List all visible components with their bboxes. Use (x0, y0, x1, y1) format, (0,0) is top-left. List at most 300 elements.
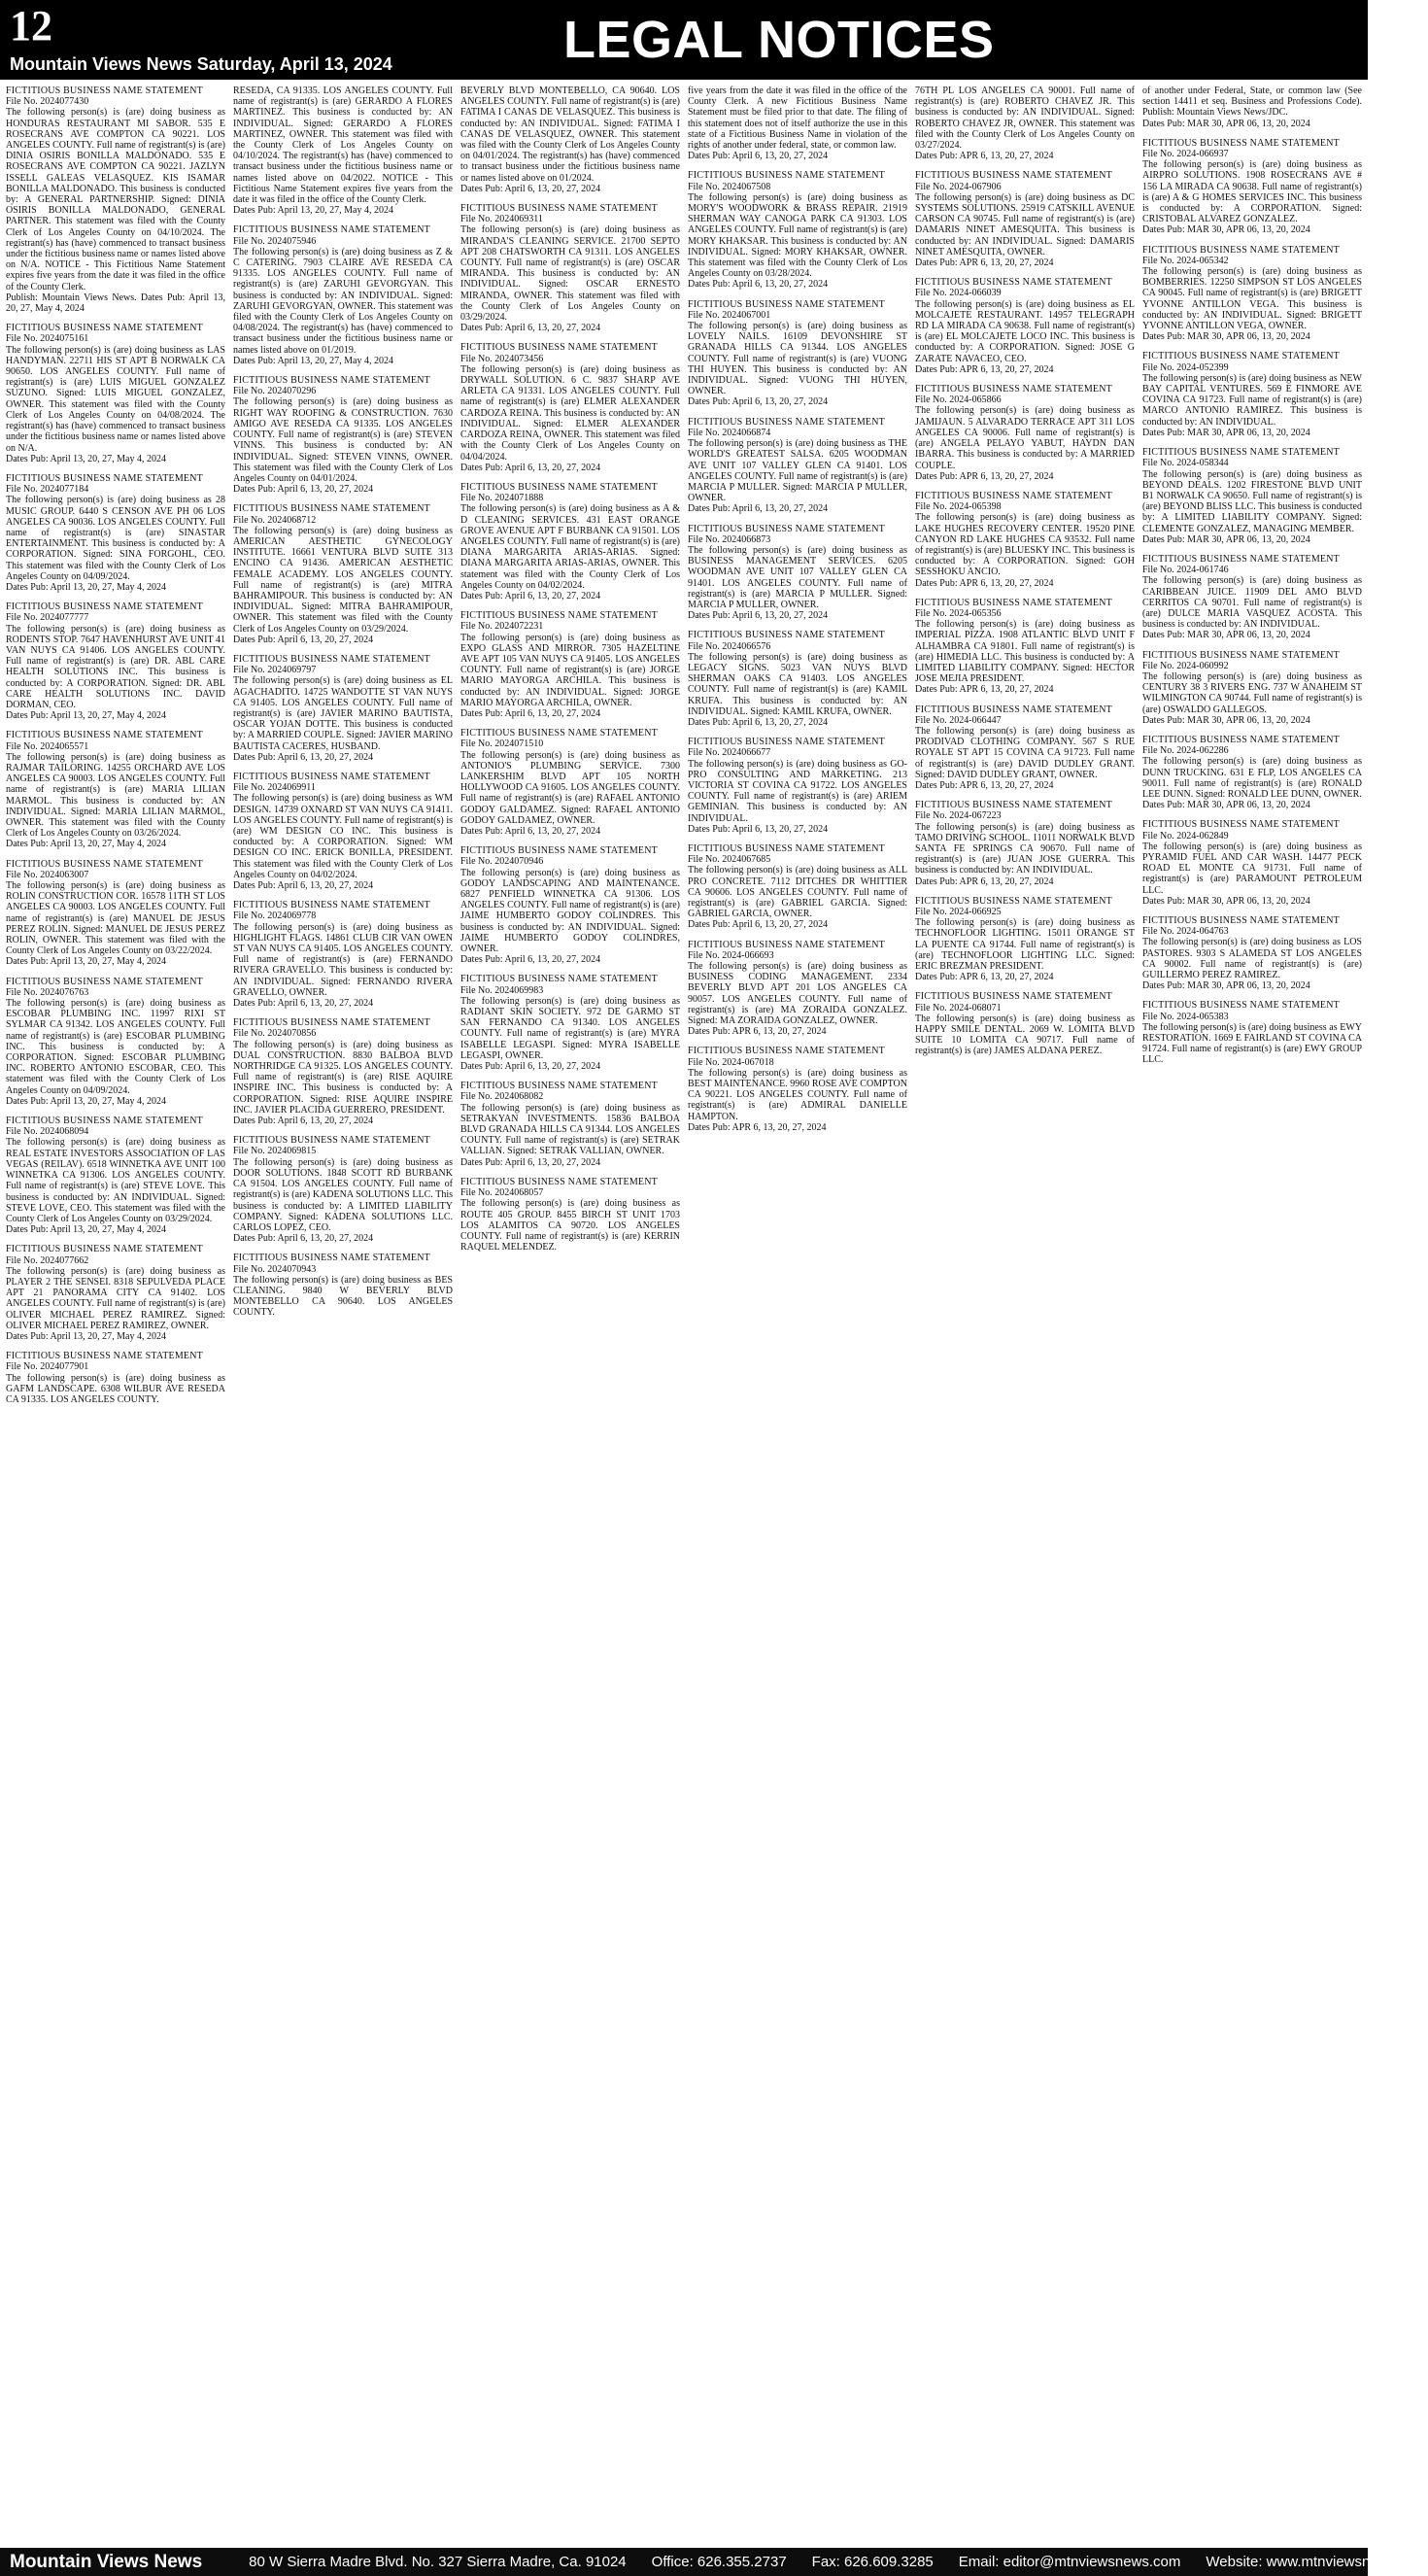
notice-publish-dates: Dates Pub: April 6, 13, 20, 27, 2024 (233, 751, 374, 763)
legal-notice (6, 473, 225, 593)
notice-publish-dates: Dates Pub: April 6, 13, 20, 27, 2024 (460, 462, 601, 473)
notice-heading: FICTITIOUS BUSINESS NAME STATEMENT (460, 342, 658, 354)
notice-file-number: File No. 2024067001 (688, 309, 771, 321)
legal-notice (6, 977, 225, 1107)
notice-body: The following person(s) is (are) doing business as EXPO GLASS AND MIRROR. 7305 HAZELTINE AVE APT 105 VAN NUYS CA 91405. LOS ANGELES COUNTY. Full name of registrant(s) is (are) JORGE MARIO MAYORGA ARCHILA. This business is conducted by: AN INDIVIDUAL. Signed: JORGE MARIO MAYORGA ARCHILA, OWNER. (460, 632, 680, 708)
notice-body: The following person(s) is (are) doing business as CARIBBEAN JUICE. 11909 DEL AMO BLVD CERRITOS CA 90701. Full name of registrant(s) is (are) DULCE MARIA VASQUEZ ACOSTA. This business is conducted by: AN INDIVIDUAL. (1142, 575, 1362, 631)
notice-heading: FICTITIOUS BUSINESS NAME STATEMENT (915, 597, 1112, 608)
notice-body: The following person(s) is (are) doing business as BEST MAINTENANCE. 9960 ROSE AVE COMPTON CA 90221. LOS ANGELES COUNTY. Full name of registrant(s) is (are) ADMIRAL DANIELLE HAMPTON. (688, 1067, 907, 1122)
notice-body: The following person(s) is (are) doing business as BUSINESS CODING MANAGEMENT. 2334 BEVERLY BLVD APT 201 LOS ANGELES CA 90057. LOS ANGELES COUNTY. Full name of registrant(s) is (are) MA ZORAIDA GONZALEZ. Signed: MA ZORAIDA GONZALEZ, OWNER. (688, 961, 907, 1027)
legal-notice (688, 524, 907, 622)
notice-body: The following person(s) is (are) doing business as NEW BAY CAPITAL VENTURES. 569 E FINMORE AVE COVINA CA 91723. Full name of registrant(s) is (are) MARCO ANTONIO RAMIREZ. This business is conducted by: AN INDIVIDUAL. (1142, 372, 1362, 428)
notice-body: The following person(s) is (are) doing business as DC SYSTEMS SOLUTIONS. 25919 CATSKILL AVENUE CARSON CA 90745. Full name of registrant(s) is (are) DAMARIS NINET AMESQUITA. This business is conducted by: AN INDIVIDUAL. Signed: DAMARIS NINET AMESQUITA, OWNER. (915, 191, 1135, 258)
legal-notice (915, 991, 1135, 1056)
notice-file-number: File No. 2024-067018 (688, 1056, 774, 1068)
notice-file-number: File No. 2024069797 (233, 665, 317, 676)
legal-notice (915, 86, 1135, 161)
notice-body: BEVERLY BLVD MONTEBELLO, CA 90640. LOS ANGELES COUNTY. Full name of registrant(s) is (are) FATIMA I CANAS DE VELASQUEZ. This business is conducted by: AN INDIVIDUAL. Signed: FATIMA I CANAS DE VELASQUEZ, OWNER. This statement was filed with the County Clerk of Los Angeles County on 04/01/2024. The registrant(s) has (have) commenced to transact business under the fictitious business name or names listed above on 01/2024. (460, 86, 680, 184)
notice-file-number: File No. 2024-067906 (915, 181, 1002, 192)
notice-heading: FICTITIOUS BUSINESS NAME STATEMENT (6, 858, 203, 870)
notice-body: of another under Federal, State, or common law (See section 14411 et seq. Business and Professions Code). Publish: Mountain Views News/JDC. (1142, 86, 1362, 119)
notice-publish-dates: Dates Pub: April 6, 13, 20, 27, 2024 (233, 484, 374, 496)
legal-notice (915, 598, 1135, 696)
notice-file-number: File No. 2024070943 (233, 1263, 317, 1275)
notice-heading: FICTITIOUS BUSINESS NAME STATEMENT (688, 1046, 885, 1057)
notice-body: The following person(s) is (are) doing business as RODENTS STOP. 7647 HAVENHURST AVE UNIT 41 VAN NUYS CA 91406. LOS ANGELES COUNTY. Full name of registrant(s) is (are) DR. ABL CARE HEALTH SOLUTIONS INC. This business is conducted by: A CORPORATION. Signed: DR. ABL CARE HEALTH SOLUTIONS INC. DAVID DORMAN, CEO. (6, 623, 225, 710)
legal-notice (1142, 554, 1362, 641)
legal-notice (460, 974, 680, 1072)
notice-file-number: File No. 2024069815 (233, 1146, 317, 1157)
notice-body: The following person(s) is (are) doing business as GO-PRO CONSULTING AND MARKETING. 213 VICTORIA ST COVINA CA 91722. LOS ANGELES COUNTY. Full name of registrant(s) is (are) ARIEM GEMINIAN. This business is conducted by: AN INDIVIDUAL. (688, 758, 907, 824)
notice-heading: FICTITIOUS BUSINESS NAME STATEMENT (915, 704, 1112, 715)
notice-heading: FICTITIOUS BUSINESS NAME STATEMENT (1142, 915, 1340, 927)
notice-column (915, 86, 1135, 2544)
legal-notice (6, 1351, 225, 1405)
notice-file-number: File No. 2024063007 (6, 869, 89, 880)
notice-heading: FICTITIOUS BUSINESS NAME STATEMENT (915, 800, 1112, 811)
notice-publish-dates: Dates Pub: April 6, 13, 20, 27, 2024 (460, 323, 601, 334)
legal-notice (6, 859, 225, 968)
notice-body: The following person(s) is (are) doing business as Z & C CATERING. 7903 CLAIRE AVE RESEDA CA 91335. LOS ANGELES COUNTY. Full name of registrant(s) is (are) ZARUHI GEVORGYAN. This business is conducted by: AN INDIVIDUAL. Signed: ZARUHI GEVORGYAN, OWNER. This statement was filed with the County Clerk of Los Angeles County on 04/08/2024. The registrant(s) has (have) commenced to transact business under the fictitious business name or names listed above on 01/2019. (233, 246, 453, 356)
legal-notice (460, 610, 680, 719)
notice-body: The following person(s) is (are) doing business as IMPERIAL PIZZA. 1908 ATLANTIC BLVD UNIT F ALHAMBRA CA 91801. Full name of registrant(s) is (are) HIMEDIA LLC. This business is conducted by: A LIMITED LIABILITY COMPANY. Signed: HECTOR JOSE MEJIA PRESIDENT. (915, 619, 1135, 685)
notice-file-number: File No. 2024070296 (233, 386, 317, 397)
notice-publish-dates: Dates Pub: April 13, 20, 27, May 4, 2024 (6, 956, 166, 968)
notice-file-number: File No. 2024065571 (6, 740, 89, 752)
notice-body: The following person(s) is (are) doing business as DUAL CONSTRUCTION. 8830 BALBOA BLVD NORTHRIDGE CA 91325. LOS ANGELES COUNTY. Full name of registrant(s) is (are) RISE AQUIRE INSPIRE INC. This business is conducted by: A CORPORATION. Signed: RISE AQUIRE INSPIRE INC. JAVIER PLACIDA GUERRERO, PRESIDENT. (233, 1039, 453, 1116)
notice-body: The following person(s) is (are) doing business as JAMIJAUN. 5 ALVARADO TERRACE APT 311 LOS ANGELES CA 90006. Full name of registrant(s) is (are) ANGELA PELAYO YABUT, HAYDN DAN IBARRA. This business is conducted by: A MARRIED COUPLE. (915, 405, 1135, 471)
legal-notice (233, 224, 453, 366)
legal-notice (460, 728, 680, 837)
legal-notice (6, 1244, 225, 1342)
notice-heading: FICTITIOUS BUSINESS NAME STATEMENT (460, 1081, 658, 1092)
legal-notice (1142, 447, 1362, 545)
notice-publish-dates: Dates Pub: MAR 30, APR 06, 13, 20, 2024 (1142, 980, 1310, 992)
notice-heading: FICTITIOUS BUSINESS NAME STATEMENT (233, 224, 430, 236)
legal-notice (460, 203, 680, 333)
notice-heading: FICTITIOUS BUSINESS NAME STATEMENT (6, 730, 203, 741)
notice-body: The following person(s) is (are) doing business as CENTURY 38 3 RIVERS ENG. 737 W ANAHEIM ST WILMINGTON CA 90744. Full name of registrant(s) is (are) OSWALDO GALLEGOS. (1142, 670, 1362, 715)
legal-notice (233, 86, 453, 216)
notice-publish-dates: Dates Pub: April 13, 20, 27, May 4, 2024 (6, 453, 166, 464)
notice-heading: FICTITIOUS BUSINESS NAME STATEMENT (1142, 734, 1340, 745)
notice-file-number: File No. 2024077901 (6, 1361, 89, 1373)
notice-body: The following person(s) is (are) doing business as MIRANDA'S CLEANING SERVICE. 21700 SEPTO APT 208 CHATSWORTH CA 91311. LOS ANGELES COUNTY. Full name of registrant(s) is (are) OSCAR MIRANDA. This business is conducted by: AN INDIVIDUAL. Signed: OSCAR ERNESTO MIRANDA, OWNER. This statement was filed with the County Clerk of Los Angeles County on 03/29/2024. (460, 224, 680, 324)
issue-line: Mountain Views News Saturday, April 13, 2024 (10, 54, 392, 74)
notice-publish-dates: Dates Pub: April 6, 13, 20, 27, 2024 (688, 716, 829, 728)
notice-file-number: File No. 2024068082 (460, 1091, 544, 1103)
legal-notice (1142, 819, 1362, 907)
notice-heading: FICTITIOUS BUSINESS NAME STATEMENT (688, 843, 885, 854)
notice-file-number: File No. 2024-061746 (1142, 565, 1229, 576)
section-title: LEGAL NOTICES (563, 11, 995, 69)
notice-body: The following person(s) is (are) doing business as SETRAKYAN INVESTMENTS. 15836 BALBOA BLVD GRANADA HILLS CA 91344. LOS ANGELES COUNTY. Full name of registrant(s) is (are) SETRAK VALLIAN. Signed: SETRAK VALLIAN, OWNER. (460, 1102, 680, 1157)
notice-heading: FICTITIOUS BUSINESS NAME STATEMENT (1142, 351, 1340, 362)
notice-body: The following person(s) is (are) doing business as DRYWALL SOLUTION. 6 C. 9837 SHARP AVE ARLETA CA 91331. LOS ANGELES COUNTY. Full name of registrant(s) is (are) ELMER ALEXANDER CARDOZA REINA. This business is conducted by: AN INDIVIDUAL. Signed: ELMER ALEXANDER CARDOZA REINA, OWNER. This statement was filed with the County Clerk of Los Angeles County on 04/04/2024. (460, 363, 680, 463)
notice-file-number: File No. 2024-067223 (915, 810, 1002, 822)
notice-publish-dates: Dates Pub: APR 6, 13, 20, 27, 2024 (688, 1026, 827, 1038)
notice-body: The following person(s) is (are) doing business as BUSINESS MANAGEMENT SERVICES. 6205 WOODMAN AVE UNIT 107 VALLEY GLEN CA 91401. LOS ANGELES COUNTY. Full name of registrant(s) is (are) MARCIA P MULLER. Signed: MARCIA P MULLER, OWNER. (688, 544, 907, 610)
notice-heading: FICTITIOUS BUSINESS NAME STATEMENT (233, 1135, 430, 1147)
notice-publish-dates: Dates Pub: April 6, 13, 20, 27, 2024 (688, 919, 829, 931)
notice-publish-dates: Dates Pub: April 6, 13, 20, 27, 2024 (233, 1116, 374, 1127)
notice-publish-dates: Dates Pub: MAR 30, APR 06, 13, 20, 2024 (1142, 800, 1310, 811)
legal-notice (915, 800, 1135, 887)
notice-body: The following person(s) is (are) doing business as LOS PASTORES. 9303 S ALAMEDA ST LOS ANGELES CA 90002. Full name of registrant(s) is (are) GUILLERMO PEREZ RAMIREZ. (1142, 937, 1362, 981)
notice-publish-dates: Dates Pub: MAR 30, APR 06, 13, 20, 2024 (1142, 533, 1310, 545)
legal-notice (915, 170, 1135, 268)
legal-notice (460, 482, 680, 601)
legal-notice (460, 1177, 680, 1253)
footer-fax: Fax: 626.609.3285 (811, 2554, 934, 2570)
legal-notice (233, 772, 453, 891)
notice-body: The following person(s) is (are) doing business as BOMBERRIES. 12250 SIMPSON ST LOS ANGELES CA 90045. Full name of registrant(s) is (are) BRIGETT YVONNE ANTILLON VEGA. This business is conducted by: AN INDIVIDUAL. Signed: BRIGETT YVONNE ANTILLON VEGA, OWNER. (1142, 266, 1362, 332)
legal-notice (915, 704, 1135, 792)
notice-publish-dates: Dates Pub: April 6, 13, 20, 27, 2024 (688, 279, 829, 291)
notice-file-number: File No. 2024-065356 (915, 607, 1002, 619)
notice-body: The following person(s) is (are) doing business as LAKE HUGHES RECOVERY CENTER. 19520 PINE CANYON RD LAKE HUGHES CA 93532. Full name of registrant(s) is (are) BLUESKY INC. This business is conducted by: A CORPORATION. Signed: GOH SESSHOKU ANCIO. (915, 512, 1135, 578)
legal-notice (1142, 86, 1362, 129)
legal-notice (688, 630, 907, 728)
legal-notice (688, 170, 907, 290)
notice-file-number: File No. 2024069311 (460, 214, 543, 225)
notice-publish-dates: Publish: Mountain Views News. Dates Pub: April 13, 20, 27, May 4, 2024 (6, 292, 225, 315)
notice-body: The following person(s) is (are) doing business as EWY RESTORATION. 1669 E FAIRLAND ST COVINA CA 91724. Full name of registrant(s) is (are) EWY GROUP LLC. (1142, 1021, 1362, 1066)
notice-file-number: File No. 2024071888 (460, 493, 544, 504)
notice-heading: FICTITIOUS BUSINESS NAME STATEMENT (460, 1176, 658, 1187)
notice-publish-dates: Dates Pub: April 13, 20, 27, May 4, 2024 (6, 710, 166, 722)
footer-website[interactable]: Website: www.mtnviewsnews.com (1206, 2554, 1428, 2570)
notice-file-number: File No. 2024068094 (6, 1126, 89, 1138)
notice-columns (6, 86, 1362, 2544)
notice-publish-dates: Dates Pub: April 6, 13, 20, 27, 2024 (460, 1061, 601, 1073)
notice-body: RESEDA, CA 91335. LOS ANGELES COUNTY. Full name of registrant(s) is (are) GERARDO A FLORES MARTINEZ. This business is conducted by: AN INDIVIDUAL. Signed: GERARDO A FLORES MARTINEZ, OWNER. This statement was filed with the County Clerk of Los Angeles County on 04/10/2024. The registrant(s) has (have) commenced to transact business under the fictitious business name or names listed above on 04/2022. NOTICE - This Fictitious Name Statement expires five years from the date it was filed in the office of the County Clerk. (233, 86, 453, 206)
notice-publish-dates: Dates Pub: MAR 30, APR 06, 13, 20, 2024 (1142, 714, 1310, 726)
notice-publish-dates: Dates Pub: April 6, 13, 20, 27, 2024 (460, 183, 601, 194)
notice-publish-dates: Dates Pub: MAR 30, APR 06, 13, 20, 2024 (1142, 118, 1310, 129)
notice-body: The following person(s) is (are) doing business as ROLIN CONSTRUCTION COR. 16578 11TH ST LOS ANGELES CA 90003. LOS ANGELES COUNTY. Full name of registrant(s) is (are) MANUEL DE JESUS PEREZ ROLIN. Signed: MANUEL DE JESUS PEREZ ROLIN, OWNER. This statement was filed with the County Clerk of Los Angeles County on 03/22/2024. (6, 880, 225, 957)
footer-office-phone: Office: 626.355.2737 (651, 2554, 787, 2570)
notice-body: The following person(s) is (are) doing business as PRODIVAD CLOTHING COMPANY. 567 S RUE ROYALE ST APT 15 COVINA CA 91723. Full name of registrant(s) is (are) DAVID DUDLEY GRANT. Signed: DAVID DUDLEY GRANT, OWNER. (915, 725, 1135, 780)
notice-publish-dates: Dates Pub: April 6, 13, 20, 27, 2024 (688, 823, 829, 835)
legal-notice (1142, 735, 1362, 810)
notice-heading: FICTITIOUS BUSINESS NAME STATEMENT (460, 728, 658, 739)
notice-publish-dates: Dates Pub: April 6, 13, 20, 27, 2024 (233, 880, 374, 892)
notice-publish-dates: Dates Pub: April 6, 13, 20, 27, 2024 (233, 1233, 374, 1245)
notice-body: The following person(s) is (are) doing business as LAS HANDYMAN. 22711 HIS ST APT B NORWALK CA 90650. LOS ANGELES COUNTY. Full name of registrant(s) is (are) LUIS MIGUEL GONZALEZ SUZUNO. Signed: LUIS MIGUEL GONZALEZ, OWNER. This statement was filed with the County Clerk of Los Angeles County on 04/08/2024. The registrant(s) has (have) commenced to transact business under the fictitious business name or names listed above on N/A. (6, 344, 225, 454)
notice-body: The following person(s) is (are) doing business as GAFM LANDSCAPE. 6308 WILBUR AVE RESEDA CA 91335. LOS ANGELES COUNTY. (6, 1372, 225, 1405)
legal-notice (1142, 351, 1362, 438)
notice-publish-dates: Dates Pub: April 6, 13, 20, 27, 2024 (688, 503, 829, 515)
notice-publish-dates: Dates Pub: April 6, 13, 20, 27, 2024 (688, 396, 829, 408)
notice-publish-dates: Dates Pub: April 6, 13, 20, 27, 2024 (460, 590, 601, 601)
notice-column (1142, 86, 1362, 2544)
notice-publish-dates: Dates Pub: April 6, 13, 20, 27, 2024 (233, 998, 374, 1010)
notice-heading: FICTITIOUS BUSINESS NAME STATEMENT (460, 974, 658, 985)
notice-publish-dates: Dates Pub: APR 6, 13, 20, 27, 2024 (915, 577, 1054, 589)
notice-heading: FICTITIOUS BUSINESS NAME STATEMENT (1142, 1000, 1340, 1012)
notice-heading: FICTITIOUS BUSINESS NAME STATEMENT (915, 277, 1112, 289)
notice-publish-dates: Dates Pub: April 13, 20, 27, May 4, 2024 (6, 1330, 166, 1342)
notice-body: The following person(s) is (are) doing business as ALL PRO CONCRETE. 7112 DITCHES DR WHITTIER CA 90606. LOS ANGELES COUNTY. Full name of registrant(s) is (are) GABRIEL GARCIA. Signed: GABRIEL GARCIA, OWNER. (688, 865, 907, 920)
notice-body: The following person(s) is (are) doing business as A & D CLEANING SERVICES. 431 EAST ORANGE GROVE AVENUE APT F BURBANK CA 91501. LOS ANGELES COUNTY. Full name of registrant(s) is (are) DIANA MARGARITA ARIAS-ARIAS. Signed: DIANA MARGARITA ARIAS-ARIAS, OWNER. This statement was filed with the County Clerk of Los Angeles County on 04/02/2024. (460, 503, 680, 591)
notice-file-number: File No. 2024066677 (688, 747, 771, 759)
notice-heading: FICTITIOUS BUSINESS NAME STATEMENT (233, 1253, 430, 1264)
notice-file-number: File No. 2024-068071 (915, 1002, 1002, 1013)
notice-publish-dates: Dates Pub: April 13, 20, 27, May 4, 2024 (6, 1224, 166, 1236)
notice-body: The following person(s) is (are) doing business as RADIANT SKIN SOCIETY. 972 DE GARMO ST SAN FERNANDO CA 91340. LOS ANGELES COUNTY. Full name of registrant(s) is (are) MYRA ISABELLE LEGASPI. Signed: MYRA ISABELLE LEGASPI, OWNER. (460, 995, 680, 1061)
notice-heading: FICTITIOUS BUSINESS NAME STATEMENT (233, 771, 430, 782)
notice-file-number: File No. 2024073456 (460, 353, 544, 364)
notice-file-number: File No. 2024-065342 (1142, 255, 1229, 266)
notice-file-number: File No. 2024076763 (6, 986, 89, 998)
legal-notice (688, 86, 907, 161)
legal-notice (6, 730, 225, 849)
legal-notice (6, 1116, 225, 1235)
notice-publish-dates: Dates Pub: April 13, 20, 27, May 4, 2024 (233, 355, 393, 366)
footer-address: 80 W Sierra Madre Blvd. No. 327 Sierra Madre, Ca. 91024 (249, 2554, 627, 2570)
notice-file-number: File No. 2024072231 (460, 621, 544, 633)
notice-body: The following person(s) is (are) doing business as ESCOBAR PLUMBING INC. 11997 RIXI ST SYLMAR CA 91342. LOS ANGELES COUNTY. Full name of registrant(s) is (are) ESCOBAR PLUMBING INC. This business is conducted by: A CORPORATION. Signed: ESCOBAR PLUMBING INC. ROBERTO ANTONIO ESCOBAR, CEO. This statement was filed with the County Clerk of Los Angeles County on 04/09/2024. (6, 998, 225, 1096)
notice-heading: FICTITIOUS BUSINESS NAME STATEMENT (1142, 447, 1340, 459)
legal-notice (688, 737, 907, 835)
legal-notice (688, 843, 907, 931)
notice-publish-dates: Dates Pub: APR 6, 13, 20, 27, 2024 (688, 1121, 827, 1133)
notice-publish-dates: Dates Pub: APR 6, 13, 20, 27, 2024 (915, 972, 1054, 983)
legal-notice (6, 323, 225, 464)
notice-file-number: File No. 2024068057 (460, 1187, 544, 1199)
notice-file-number: File No. 2024070946 (460, 856, 544, 868)
notice-publish-dates: Dates Pub: APR 6, 13, 20, 27, 2024 (915, 779, 1054, 791)
notice-publish-dates: Dates Pub: April 6, 13, 20, 27, 2024 (233, 634, 374, 645)
notice-body: The following person(s) is (are) doing business as HONDURAS RESTAURANT MI SABOR. 535 E ROSECRANS AVE COMPTON CA 90221. LOS ANGELES COUNTY. Full name of registrant(s) is (are) DINIA OSIRIS BONILLA MALDONADO. 535 E ROSECRANS AVE COMPTON CA 90221. JAZLYN ISSELL GALEAS VELASQUEZ. KIS ISAMAR BONILLA MALDONADO. This business is conducted by: A GENERAL PARTNERSHIP. Signed: DINIA OSIRIS BONILLA MALDONADO, GENERAL PARTNER. This statement was filed with the County Clerk of Los Angeles County on 04/10/2024. The registrant(s) has (have) commenced to transact business under the fictitious business name or names listed above on N/A. NOTICE - This Fictitious Name Statement expires five years from the date it was filed in the office of the County Clerk. (6, 107, 225, 292)
notice-file-number: File No. 2024077430 (6, 96, 89, 108)
notice-file-number: File No. 2024-064763 (1142, 926, 1229, 938)
notice-body: The following person(s) is (are) doing business as THE WORLD'S GREATEST SALSA. 6205 WOODMAN AVE UNIT 107 VALLEY GLEN CA 91401. LOS ANGELES COUNTY. Full name of registrant(s) is (are) MARCIA P MULLER. Signed: MARCIA P MULLER, OWNER. (688, 438, 907, 504)
notice-body: The following person(s) is (are) doing business as AMERICAN AESTHETIC GYNECOLOGY INSTITUTE. 16661 VENTURA BLVD SUITE 313 ENCINO CA 91436. AMERICAN AESTHETIC FEMALE ACADEMY. LOS ANGELES COUNTY. Full name of registrant(s) is (are) MITRA BAHRAMIPOUR. This business is conducted by: AN INDIVIDUAL. Signed: MITRA BAHRAMIPOUR, OWNER. This statement was filed with the County Clerk of Los Angeles County on 03/29/2024. (233, 525, 453, 635)
notice-body: The following person(s) is (are) doing business as WM DESIGN. 14739 OXNARD ST VAN NUYS CA 91411. LOS ANGELES COUNTY. Full name of registrant(s) is (are) WM DESIGN CO INC. This business is conducted by: A CORPORATION. Signed: WM DESIGN CO INC. ERICK BONILLA, PRESIDENT. This statement was filed with the County Clerk of Los Angeles County on 04/02/2024. (233, 793, 453, 880)
notice-file-number: File No. 2024066576 (688, 640, 771, 652)
legal-notice (1142, 245, 1362, 343)
notice-heading: FICTITIOUS BUSINESS NAME STATEMENT (688, 298, 885, 310)
notice-file-number: File No. 2024-060992 (1142, 660, 1229, 671)
notice-column (460, 86, 680, 2544)
notice-file-number: File No. 2024-062286 (1142, 745, 1229, 757)
notice-heading: FICTITIOUS BUSINESS NAME STATEMENT (1142, 819, 1340, 831)
legal-notice (233, 654, 453, 763)
legal-notice (233, 900, 453, 1009)
legal-notice (233, 1135, 453, 1244)
notice-file-number: File No. 2024-062849 (1142, 830, 1229, 841)
legal-notice (1142, 915, 1362, 991)
notice-body: The following person(s) is (are) doing business as RAJMAR TAILORING. 14255 ORCHARD AVE LOS ANGELES CA 90003. LOS ANGELES COUNTY. Full name of registrant(s) is (are) MARIA LILIAN MARMOL. This business is conducted by: AN INDIVIDUAL. Signed: MARIA LILIAN MARMOL, OWNER. This statement was filed with the County Clerk of Los Angeles County on 03/26/2024. (6, 751, 225, 840)
notice-publish-dates: Dates Pub: April 13, 20, 27, May 4, 2024 (6, 839, 166, 850)
notice-file-number: File No. 2024069983 (460, 984, 544, 996)
notice-heading: FICTITIOUS BUSINESS NAME STATEMENT (915, 170, 1112, 182)
notice-file-number: File No. 2024-066693 (688, 949, 774, 961)
notice-publish-dates: Dates Pub: April 6, 13, 20, 27, 2024 (460, 954, 601, 966)
notice-body: The following person(s) is (are) doing business as AIRPRO SOLUTIONS. 1908 ROSECRANS AVE # 156 LA MIRADA CA 90638. Full name of registrant(s) is (are) A & G HOMES SERVICES INC. This business is conducted by: A CORPORATION. Signed: CRISTOBAL ALVAREZ GONZALEZ. (1142, 159, 1362, 225)
notice-publish-dates: Dates Pub: April 6, 13, 20, 27, 2024 (460, 1156, 601, 1168)
notice-heading: FICTITIOUS BUSINESS NAME STATEMENT (688, 939, 885, 950)
notice-publish-dates: Dates Pub: APR 6, 13, 20, 27, 2024 (915, 151, 1054, 162)
notice-publish-dates: Dates Pub: APR 6, 13, 20, 27, 2024 (915, 258, 1054, 269)
legal-notice (688, 1046, 907, 1133)
notice-file-number: File No. 2024071510 (460, 738, 544, 750)
notice-file-number: File No. 2024077184 (6, 484, 89, 496)
notice-publish-dates: Dates Pub: MAR 30, APR 06, 13, 20, 2024 (1142, 427, 1310, 438)
legal-notice (688, 299, 907, 408)
notice-body: The following person(s) is (are) doing business as HIGHLIGHT FLAGS. 14861 CLUB CIR VAN OWEN ST VAN NUYS CA 91405. LOS ANGELES COUNTY. Full name of registrant(s) is (are) FERNANDO RIVERA GRAVELLO. This business is conducted by: AN INDIVIDUAL. Signed: FERNANDO RIVERA GRAVELLO, OWNER. (233, 921, 453, 998)
legal-notice (460, 1081, 680, 1168)
notice-heading: FICTITIOUS BUSINESS NAME STATEMENT (1142, 553, 1340, 565)
notice-heading: FICTITIOUS BUSINESS NAME STATEMENT (6, 1244, 203, 1255)
notice-heading: FICTITIOUS BUSINESS NAME STATEMENT (688, 630, 885, 641)
notice-publish-dates: Dates Pub: MAR 30, APR 06, 13, 20, 2024 (1142, 331, 1310, 343)
notice-heading: FICTITIOUS BUSINESS NAME STATEMENT (6, 601, 203, 613)
notice-column (688, 86, 907, 2544)
notice-body: The following person(s) is (are) doing business as LEGACY SIGNS. 5023 VAN NUYS BLVD SHERMAN OAKS CA 91403. LOS ANGELES COUNTY. Full name of registrant(s) is (are) KAMIL KRUFA. This business is conducted by: AN INDIVIDUAL. Signed: KAMIL KRUFA, OWNER. (688, 651, 907, 717)
notice-heading: FICTITIOUS BUSINESS NAME STATEMENT (460, 845, 658, 857)
notice-publish-dates: Dates Pub: MAR 30, APR 06, 13, 20, 2024 (1142, 895, 1310, 907)
notice-body: The following person(s) is (are) doing business as GODOY LANDSCAPING AND MAINTENANCE. 6827 PENFIELD WINNETKA CA 91306. LOS ANGELES COUNTY. Full name of registrant(s) is (are) JAIME HUMBERTO GODOY COLINDRES. This business is conducted by: AN INDIVIDUAL. Signed: JAIME HUMBERTO GODOY COLINDRES, OWNER. (460, 867, 680, 955)
notice-publish-dates: Dates Pub: April 13, 20, 27, May 4, 2024 (6, 1095, 166, 1107)
notice-file-number: File No. 2024-066447 (915, 714, 1002, 726)
page-footer (0, 2548, 1428, 2576)
legal-notice (233, 1017, 453, 1126)
notice-body: The following person(s) is (are) doing business as HAPPY SMILE DENTAL. 2069 W. LOMITA BLVD SUITE 10 LOMITA CA 90717. Full name of registrant(s) is (are) JAMES ALDANA PEREZ. (915, 1013, 1135, 1057)
notice-heading: FICTITIOUS BUSINESS NAME STATEMENT (1142, 137, 1340, 149)
notice-heading: FICTITIOUS BUSINESS NAME STATEMENT (6, 1351, 203, 1362)
notice-heading: FICTITIOUS BUSINESS NAME STATEMENT (915, 490, 1112, 501)
notice-file-number: File No. 2024067508 (688, 181, 771, 192)
notice-body: The following person(s) is (are) doing business as ROUTE 405 GROUP. 8455 BIRCH ST UNIT 1703 LOS ALAMITOS CA 90720. LOS ANGELES COUNTY. Full name of registrant(s) is (are) KERRIN RAQUEL MELENDEZ. (460, 1198, 680, 1254)
notice-file-number: File No. 2024-066937 (1142, 149, 1229, 160)
notice-heading: FICTITIOUS BUSINESS NAME STATEMENT (1142, 649, 1340, 661)
notice-heading: FICTITIOUS BUSINESS NAME STATEMENT (915, 895, 1112, 907)
notice-file-number: File No. 2024077777 (6, 612, 89, 624)
legal-notice (688, 417, 907, 515)
notice-heading: FICTITIOUS BUSINESS NAME STATEMENT (915, 384, 1112, 395)
notice-file-number: File No. 2024-065398 (915, 501, 1002, 513)
masthead-banner (0, 0, 1368, 80)
legal-notice (6, 601, 225, 721)
notice-heading: FICTITIOUS BUSINESS NAME STATEMENT (233, 503, 430, 515)
notice-file-number: File No. 2024-058344 (1142, 458, 1229, 469)
legal-notice (233, 375, 453, 495)
legal-notice (233, 1253, 453, 1318)
notice-publish-dates: Dates Pub: April 6, 13, 20, 27, 2024 (460, 826, 601, 837)
notice-publish-dates: Dates Pub: April 6, 13, 20, 27, 2024 (460, 707, 601, 719)
legal-notice (688, 940, 907, 1038)
notice-heading: FICTITIOUS BUSINESS NAME STATEMENT (688, 170, 885, 182)
notice-file-number: File No. 2024069778 (233, 910, 317, 922)
notice-publish-dates: Dates Pub: April 13, 20, 27, May 4, 2024 (233, 205, 393, 217)
notice-file-number: File No. 2024068712 (233, 514, 317, 526)
legal-notice (1142, 650, 1362, 726)
notice-file-number: File No. 2024-065866 (915, 395, 1002, 406)
notice-body: The following person(s) is (are) doing business as LOVELY NAILS. 16109 DEVONSHIRE ST GRANADA HILLS CA 91344. LOS ANGELES COUNTY. Full name of registrant(s) is (are) VUONG THI HUYEN. This business is conducted by: AN INDIVIDUAL. Signed: VUONG THI HUYEN, OWNER. (688, 321, 907, 397)
notice-publish-dates: Dates Pub: MAR 30, APR 06, 13, 20, 2024 (1142, 630, 1310, 641)
legal-notice (915, 491, 1135, 589)
notice-heading: FICTITIOUS BUSINESS NAME STATEMENT (460, 203, 658, 215)
legal-notice (1142, 1000, 1362, 1065)
notice-file-number: File No. 2024-065383 (1142, 1011, 1229, 1022)
legal-notice (915, 896, 1135, 983)
notice-heading: FICTITIOUS BUSINESS NAME STATEMENT (6, 323, 203, 334)
notice-file-number: File No. 2024-052399 (1142, 361, 1229, 373)
notice-heading: FICTITIOUS BUSINESS NAME STATEMENT (6, 1116, 203, 1127)
notice-heading: FICTITIOUS BUSINESS NAME STATEMENT (688, 416, 885, 428)
notice-publish-dates: Dates Pub: APR 6, 13, 20, 27, 2024 (915, 684, 1054, 696)
notice-file-number: File No. 2024066873 (688, 533, 771, 545)
notice-heading: FICTITIOUS BUSINESS NAME STATEMENT (6, 472, 203, 484)
notice-body: The following person(s) is (are) doing business as EL AGACHADITO. 14725 WANDOTTE ST VAN NUYS CA 91405. LOS ANGELES COUNTY. Full name of registrant(s) is (are) JAVIER MARINO BAUTISTA, OSCAR YOJAN DOTTE. This business is conducted by: A MARRIED COUPLE. Signed: JAVIER MARINO BAUTISTA CACERES, HUSBAND. (233, 675, 453, 752)
notice-body: five years from the date it was filed in the office of the County Clerk. A new Fictitious Business Name Statement must be filed prior to that date. The filing of this statement does not of itself authorize the use in this state of a Fictitious Business Name in violation of the rights of another under federal, state, or common law. (688, 86, 907, 152)
legal-notice (233, 503, 453, 645)
legal-notice (915, 384, 1135, 482)
notice-body: The following person(s) is (are) doing business as PYRAMID FUEL AND CAR WASH. 14477 PECK ROAD EL MONTE CA 91731. Full name of registrant(s) is (are) PARAMOUNT PETROLEUM LLC. (1142, 841, 1362, 896)
notice-file-number: File No. 2024070856 (233, 1028, 317, 1040)
notice-body: The following person(s) is (are) doing business as EL MOLCAJETE RESTAURANT. 14957 TELEGRAPH RD LA MIRADA CA 90638. Full name of registrant(s) is (are) EL MOLCAJETE LOCO INC. This business is conducted by: A CORPORATION. Signed: JOSE G ZARATE NAVACEO, CEO. (915, 298, 1135, 364)
notice-body: The following person(s) is (are) doing business as MORY'S WOODWORK & BRASS REPAIR. 21919 SHERMAN WAY CANOGA PARK CA 91303. LOS ANGELES COUNTY. Full name of registrant(s) is (are) MORY KHAKSAR. This business is conducted by: AN INDIVIDUAL. Signed: MORY KHAKSAR, OWNER. This statement was filed with the County Clerk of Los Angeles County on 03/28/2024. (688, 191, 907, 280)
notice-column (6, 86, 225, 2544)
legal-notice (6, 86, 225, 314)
notice-heading: FICTITIOUS BUSINESS NAME STATEMENT (233, 375, 430, 387)
footer-brand: Mountain Views News (10, 2551, 203, 2572)
notice-publish-dates: Dates Pub: APR 6, 13, 20, 27, 2024 (915, 876, 1054, 887)
notice-file-number: File No. 2024077662 (6, 1254, 89, 1266)
notice-body: The following person(s) is (are) doing business as DOOR SOLUTIONS. 1848 SCOTT RD BURBANK CA 91504. LOS ANGELES COUNTY. Full name of registrant(s) is (are) KADENA SOLUTIONS LLC. This business is conducted by: A LIMITED LIABILITY COMPANY. Signed: KADENA SOLUTIONS LLC. CARLOS LOPEZ, CEO. (233, 1156, 453, 1233)
notice-heading: FICTITIOUS BUSINESS NAME STATEMENT (460, 610, 658, 622)
notice-publish-dates: Dates Pub: APR 6, 13, 20, 27, 2024 (915, 470, 1054, 482)
notice-file-number: File No. 2024-066925 (915, 907, 1002, 918)
notice-heading: FICTITIOUS BUSINESS NAME STATEMENT (688, 737, 885, 748)
notice-publish-dates: Dates Pub: APR 6, 13, 20, 27, 2024 (915, 363, 1054, 375)
notice-heading: FICTITIOUS BUSINESS NAME STATEMENT (6, 976, 203, 987)
notice-body: 76TH PL LOS ANGELES CA 90001. Full name of registrant(s) is (are) ROBERTO CHAVEZ JR. This business is conducted by: AN INDIVIDUAL. Signed: ROBERTO CHAVEZ JR, OWNER. This statement was filed with the County Clerk of Los Angeles County on 03/27/2024. (915, 86, 1135, 152)
notice-file-number: File No. 2024067685 (688, 854, 771, 866)
notice-heading: FICTITIOUS BUSINESS NAME STATEMENT (915, 991, 1112, 1003)
notice-heading: FICTITIOUS BUSINESS NAME STATEMENT (233, 653, 430, 665)
page-number: 12 (10, 2, 52, 50)
notice-body: The following person(s) is (are) doing business as DUNN TRUCKING. 631 E FLP, LOS ANGELES CA 90011. Full name of registrant(s) is (are) RONALD LEE DUNN. Signed: RONALD LEE DUNN, OWNER. (1142, 756, 1362, 800)
notice-body: The following person(s) is (are) doing business as ANTONIO'S PLUMBING SERVICE. 7300 LANKERSHIM BLVD APT 105 NORTH HOLLYWOOD CA 91605. LOS ANGELES COUNTY. Full name of registrant(s) is (are) RAFAEL ANTONIO GODOY GALDAMEZ. Signed: RAFAEL ANTONIO GODOY GALDAMEZ, OWNER. (460, 749, 680, 826)
notice-file-number: File No. 2024075946 (233, 235, 317, 247)
notice-heading: FICTITIOUS BUSINESS NAME STATEMENT (6, 86, 203, 96)
notice-body: The following person(s) is (are) doing business as TECHNOFLOOR LIGHTING. 15011 ORANGE ST LA PUENTE CA 91744. Full name of registrant(s) is (are) TECHNOFLOOR LIGHTING LLC. Signed: ERIC BREZMAN PRESIDENT. (915, 917, 1135, 973)
notice-column (233, 86, 453, 2544)
footer-email[interactable]: Email: editor@mtnviewsnews.com (958, 2554, 1181, 2570)
notice-heading: FICTITIOUS BUSINESS NAME STATEMENT (688, 523, 885, 534)
notice-publish-dates: Dates Pub: April 6, 13, 20, 27, 2024 (688, 151, 829, 162)
notice-heading: FICTITIOUS BUSINESS NAME STATEMENT (460, 481, 658, 493)
legal-notice (1142, 138, 1362, 236)
notice-body: The following person(s) is (are) doing business as RIGHT WAY ROOFING & CONSTRUCTION. 7630 AMIGO AVE RESEDA CA 91335. LOS ANGELES COUNTY. Full name of registrant(s) is (are) STEVEN VINNS. This business is conducted by: AN INDIVIDUAL. Signed: STEVEN VINNS, OWNER. This statement was filed with the County Clerk of Los Angeles County on 04/01/2024. (233, 396, 453, 484)
notice-file-number: File No. 2024069911 (233, 782, 316, 794)
notice-body: The following person(s) is (are) doing business as PLAYER 2 THE SENSEI. 8318 SEPULVEDA PLACE APT 21 PANORAMA CITY CA 91402. LOS ANGELES COUNTY. Full name of registrant(s) is (are) OLIVER MICHAEL PEREZ RAMIREZ. Signed: OLIVER MICHAEL PEREZ RAMIREZ, OWNER. (6, 1265, 225, 1331)
notice-publish-dates: Dates Pub: April 13, 20, 27, May 4, 2024 (6, 581, 166, 593)
notice-heading: FICTITIOUS BUSINESS NAME STATEMENT (1142, 244, 1340, 256)
legal-notice (460, 845, 680, 965)
notice-file-number: File No. 2024066874 (688, 427, 771, 438)
notice-file-number: File No. 2024-066039 (915, 288, 1002, 299)
notice-body: The following person(s) is (are) doing business as TAMO DRIVING SCHOOL. 11011 NORWALK BLVD SANTA FE SPRINGS CA 90670. Full name of registrant(s) is (are) JUAN JOSE GUERRA. This business is conducted by: AN INDIVIDUAL. (915, 821, 1135, 876)
notice-body: The following person(s) is (are) doing business as BEYOND DEALS. 1202 FIRESTONE BLVD UNIT B1 NORWALK CA 90650. Full name of registrant(s) is (are) BEYOND BLISS LLC. This business is conducted by: A LIMITED LIABILITY COMPANY. Signed: CLEMENTE GONZALEZ, MANAGING MEMBER. (1142, 468, 1362, 534)
notice-heading: FICTITIOUS BUSINESS NAME STATEMENT (233, 1017, 430, 1029)
notice-heading: FICTITIOUS BUSINESS NAME STATEMENT (233, 900, 430, 911)
legal-notice (460, 342, 680, 472)
